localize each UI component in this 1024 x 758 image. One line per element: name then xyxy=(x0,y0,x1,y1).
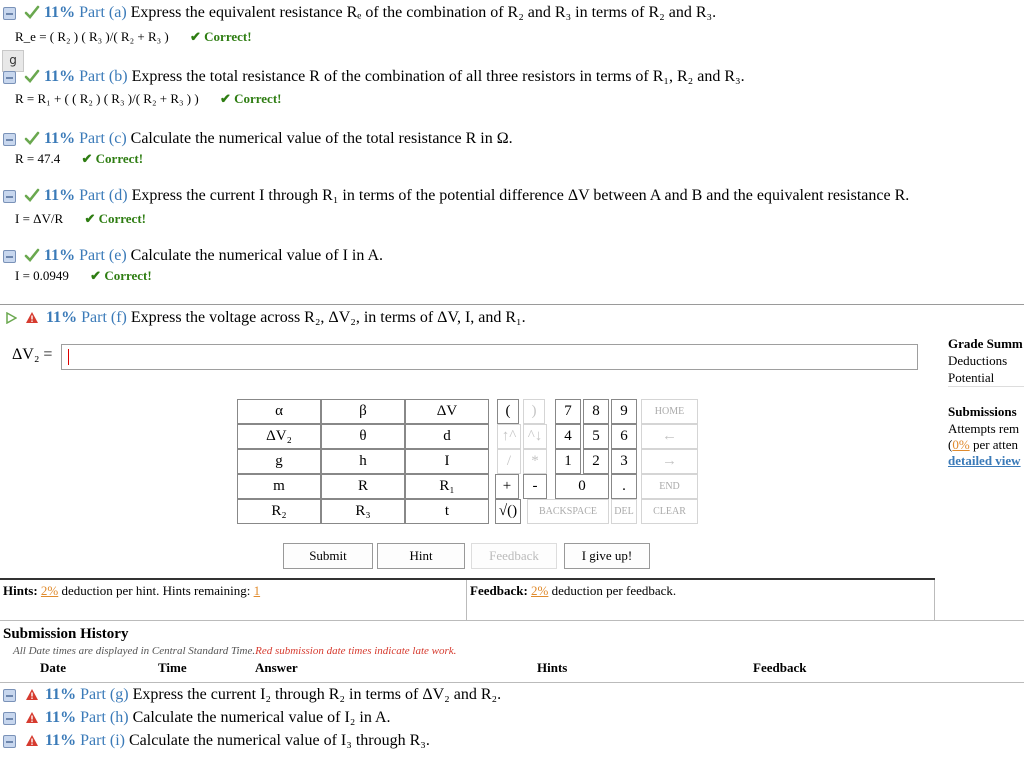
part-question: Express the voltage across R₂, ΔV₂, in terms of ΔV, I, and R₁. xyxy=(130,309,526,326)
decimal-key[interactable]: . xyxy=(611,474,637,499)
minus-key[interactable]: - xyxy=(523,474,547,499)
collapse-icon[interactable] xyxy=(3,735,16,748)
correct-status: ✔ Correct! xyxy=(219,91,282,106)
part-label[interactable]: Part (e) xyxy=(79,247,127,264)
part-a-answer xyxy=(15,29,252,45)
part-label[interactable]: Part (f) xyxy=(81,309,127,326)
keypad-symbol-key[interactable]: β xyxy=(321,399,405,424)
part-question: Express the current I through R₁ in terms of the potential difference ΔV between A and B and the equivalent resistance R. xyxy=(131,187,910,204)
part-percent: 11% xyxy=(44,130,76,147)
hints-panel xyxy=(3,583,260,599)
correct-status: ✔ Correct! xyxy=(81,151,144,166)
keypad-symbol-key[interactable]: g xyxy=(237,449,321,474)
sqrt-key[interactable]: √() xyxy=(495,499,521,524)
divider xyxy=(0,620,1024,621)
keypad-symbol-key[interactable]: R₁ xyxy=(405,474,489,499)
divide-key[interactable]: / xyxy=(497,449,521,474)
multiply-key[interactable]: * xyxy=(523,449,547,474)
potential-label: Potential xyxy=(948,370,995,385)
delete-key[interactable]: DEL xyxy=(611,499,637,524)
history-header-row xyxy=(0,660,1024,682)
answer-text: I = ΔV/R xyxy=(15,211,64,226)
digit-key[interactable]: 6 xyxy=(611,424,637,449)
keypad-symbol-key[interactable]: R₃ xyxy=(321,499,405,524)
feedback-text: deduction per feedback. xyxy=(551,583,677,598)
part-question: Calculate the numerical value of I in A. xyxy=(130,247,384,264)
divider xyxy=(948,386,1024,387)
part-label[interactable]: Part (d) xyxy=(79,187,128,204)
warning-icon xyxy=(25,688,39,701)
part-percent: 11% xyxy=(44,68,76,85)
part-question: Calculate the numerical value of the total resistance R in Ω. xyxy=(130,130,513,147)
collapse-icon[interactable] xyxy=(3,7,16,20)
digit-key[interactable]: 3 xyxy=(611,449,637,474)
close-paren-key[interactable]: ) xyxy=(523,399,545,424)
part-question: Express the current I₂ through R₂ in terms of ΔV₂ and R₂. xyxy=(132,686,502,703)
hints-label: Hints: xyxy=(3,583,38,598)
warning-icon xyxy=(25,311,39,324)
divider xyxy=(934,580,935,620)
part-b-answer xyxy=(15,91,281,107)
collapse-icon[interactable] xyxy=(3,250,16,263)
digit-key[interactable]: 5 xyxy=(583,424,609,449)
digit-key[interactable]: 8 xyxy=(583,399,609,424)
part-percent: 11% xyxy=(45,732,77,749)
digit-key-zero[interactable]: 0 xyxy=(555,474,609,499)
digit-key[interactable]: 2 xyxy=(583,449,609,474)
hints-text: deduction per hint. Hints remaining: xyxy=(61,583,251,598)
hints-percent: 2% xyxy=(40,583,59,598)
part-question: Express the total resistance R of the combination of all three resistors in terms of R₁, R₂ and R₃. xyxy=(131,68,745,85)
plus-key[interactable]: + xyxy=(495,474,519,499)
digit-key[interactable]: 1 xyxy=(555,449,581,474)
divider xyxy=(0,578,935,580)
keypad-symbol-key[interactable]: α xyxy=(237,399,321,424)
answer-text: R = 47.4 xyxy=(15,151,61,166)
submissions-title: Submissions xyxy=(948,404,1017,419)
part-question: Calculate the numerical value of I₃ through R₃. xyxy=(129,732,430,749)
superscript-key[interactable]: ↑^ xyxy=(497,424,521,449)
part-label[interactable]: Part (g) xyxy=(80,686,129,703)
keypad-symbol-key[interactable]: I xyxy=(405,449,489,474)
part-label[interactable]: Part (b) xyxy=(79,68,128,85)
part-e-answer xyxy=(15,268,152,284)
open-paren-key[interactable]: ( xyxy=(497,399,519,424)
divider xyxy=(466,580,467,620)
checkmark-icon xyxy=(24,247,40,263)
column-header: Hints xyxy=(537,660,568,675)
clear-key[interactable]: CLEAR xyxy=(641,499,698,524)
feedback-button[interactable]: Feedback xyxy=(471,543,557,569)
part-percent: 11% xyxy=(44,187,76,204)
history-note: All Date times are displayed in Central Standard Time.Red submission date times indicate late work. xyxy=(13,645,457,657)
keypad-symbol-key[interactable]: h xyxy=(321,449,405,474)
keypad-symbol-key[interactable]: θ xyxy=(321,424,405,449)
part-label[interactable]: Part (i) xyxy=(80,732,125,749)
correct-status: ✔ Correct! xyxy=(90,268,152,283)
keypad-symbol-key[interactable]: ΔV xyxy=(405,399,489,424)
warning-icon xyxy=(25,734,39,747)
collapse-icon[interactable] xyxy=(3,712,16,725)
submit-button[interactable]: Submit xyxy=(283,543,373,569)
home-key[interactable]: HOME xyxy=(641,399,698,424)
keypad-symbol-key[interactable]: d xyxy=(405,424,489,449)
part-d-answer xyxy=(15,211,146,227)
part-question: Express the equivalent resistance Rₑ of the combination of R₂ and R₃ in terms of R₂ and R₃. xyxy=(130,4,717,21)
divider xyxy=(0,682,1024,683)
feedback-label: Feedback: xyxy=(470,583,528,598)
part-label[interactable]: Part (c) xyxy=(79,130,127,147)
attempt-deduction: (0% per atten xyxy=(948,437,1019,452)
collapse-icon[interactable] xyxy=(3,133,16,146)
give-up-button[interactable]: I give up! xyxy=(564,543,650,569)
answer-text: R_e = ( R₂ ) ( R₃ )/( R₂ + R₃ ) xyxy=(15,29,169,44)
collapse-icon[interactable] xyxy=(3,71,16,84)
answer-text: R = R₁ + ( ( R₂ ) ( R₃ )/( R₂ + R₃ ) ) xyxy=(15,91,199,106)
detailed-view-link[interactable]: detailed view xyxy=(948,453,1021,468)
part-question: Calculate the numerical value of I₂ in A. xyxy=(132,709,391,726)
answer-input-label: ΔV₂ = xyxy=(12,346,53,363)
collapse-icon[interactable] xyxy=(3,190,16,203)
hint-button[interactable]: Hint xyxy=(377,543,465,569)
part-percent: 11% xyxy=(44,4,76,21)
keypad-symbol-key[interactable]: R₂ xyxy=(237,499,321,524)
correct-status: ✔ Correct! xyxy=(84,211,146,226)
keypad-symbol-key[interactable]: t xyxy=(405,499,489,524)
digit-key[interactable]: 7 xyxy=(555,399,581,424)
correct-status: ✔ Correct! xyxy=(190,29,252,44)
column-header: Date xyxy=(40,660,66,675)
part-label[interactable]: Part (h) xyxy=(80,709,129,726)
deductions-label: Deductions xyxy=(948,353,1008,368)
part-percent: 11% xyxy=(46,309,78,326)
history-title: Submission History xyxy=(3,626,129,642)
column-header: Time xyxy=(158,660,187,675)
column-header: Feedback xyxy=(753,660,807,675)
subscript-key[interactable]: ^↓ xyxy=(523,424,547,449)
checkmark-icon xyxy=(24,68,40,84)
divider xyxy=(0,304,1024,305)
feedback-panel xyxy=(470,583,676,599)
collapse-icon[interactable] xyxy=(3,689,16,702)
keypad-symbol-key[interactable]: R xyxy=(321,474,405,499)
part-c-answer xyxy=(15,151,143,167)
backspace-key[interactable]: BACKSPACE xyxy=(527,499,609,524)
part-label[interactable]: Part (a) xyxy=(79,4,127,21)
answer-input[interactable] xyxy=(61,344,918,370)
warning-icon xyxy=(25,711,39,724)
attempts-label: Attempts rem xyxy=(948,421,1020,436)
right-arrow-key[interactable]: → xyxy=(641,449,698,474)
checkmark-icon xyxy=(24,187,40,203)
hints-remaining: 1 xyxy=(253,583,261,598)
hint-badge[interactable]: g xyxy=(2,50,24,72)
checkmark-icon xyxy=(24,130,40,146)
feedback-percent: 2% xyxy=(531,583,549,598)
digit-key[interactable]: 4 xyxy=(555,424,581,449)
end-key[interactable]: END xyxy=(641,474,698,499)
keypad-symbol-key[interactable]: m xyxy=(237,474,321,499)
left-arrow-key[interactable]: ← xyxy=(641,424,698,449)
column-header: Answer xyxy=(255,660,298,675)
text-cursor xyxy=(68,349,69,365)
keypad-symbol-key[interactable]: ΔV₂ xyxy=(237,424,321,449)
part-percent: 11% xyxy=(45,709,77,726)
part-percent: 11% xyxy=(45,686,77,703)
checkmark-icon xyxy=(24,4,40,20)
grade-summary-title: Grade Summ xyxy=(948,336,1023,351)
expand-arrow-icon[interactable] xyxy=(5,312,17,324)
part-percent: 11% xyxy=(44,247,76,264)
answer-text: I = 0.0949 xyxy=(15,268,69,283)
digit-key[interactable]: 9 xyxy=(611,399,637,424)
